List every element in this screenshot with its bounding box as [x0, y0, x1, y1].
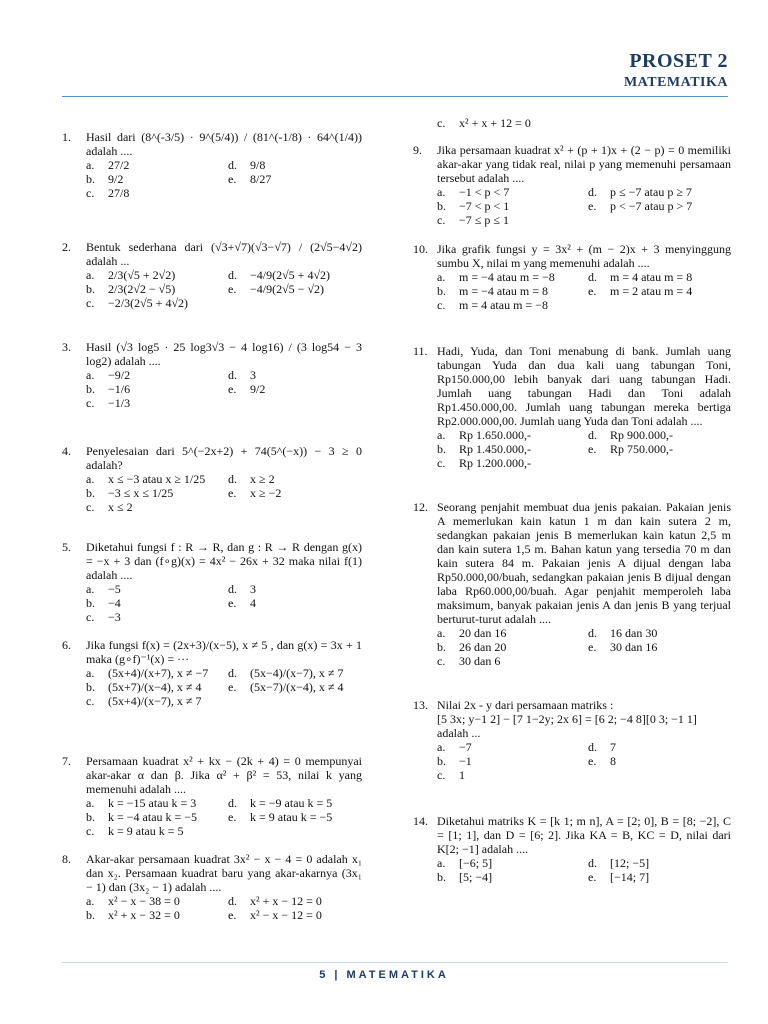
option-letter: c. [437, 298, 446, 312]
option-letter: b. [437, 442, 446, 456]
question-8 [62, 852, 362, 922]
option-a [437, 856, 580, 870]
page-header [624, 50, 728, 91]
option-letter: d. [228, 666, 237, 680]
option-letter: d. [228, 472, 237, 486]
option-a [437, 740, 580, 754]
option-c [437, 768, 580, 782]
option-letter: e. [228, 382, 237, 396]
option-letter: e. [588, 284, 597, 298]
answer-options [437, 185, 731, 227]
option-a [437, 428, 580, 442]
question-number: 8. [62, 852, 71, 866]
option-value: m = −4 atau m = −8 [459, 270, 555, 284]
option-value: 9/2 [108, 172, 124, 186]
option-value: x ≥ 2 [250, 472, 275, 486]
question-number: 3. [62, 340, 71, 354]
option-letter: e. [228, 908, 237, 922]
option-c [86, 610, 220, 624]
option-value: Rp 900.000,- [610, 428, 673, 442]
footer-divider [62, 962, 728, 963]
option-letter: a. [437, 626, 446, 640]
option-value: 20 dan 16 [459, 626, 507, 640]
option-b [86, 596, 220, 610]
option-value: −7 < p < 1 [459, 199, 510, 213]
option-a [437, 626, 580, 640]
option-letter: a. [437, 185, 446, 199]
question-number: 13. [413, 698, 428, 712]
option-value: −3 [108, 610, 121, 624]
question-number: 7. [62, 754, 71, 768]
option-letter: c. [437, 213, 446, 227]
option-e [228, 282, 362, 296]
option-e [588, 754, 731, 768]
option-letter: b. [437, 284, 446, 298]
answer-options [86, 158, 362, 200]
option-value: 26 dan 20 [459, 640, 507, 654]
option-b [437, 199, 580, 213]
option-a [86, 368, 220, 382]
question-11 [413, 344, 731, 470]
option-d [588, 270, 731, 284]
option-letter: d. [228, 158, 237, 172]
question-number: 6. [62, 638, 71, 652]
option-c [437, 298, 580, 312]
option-c [86, 186, 220, 200]
option-value: x ≥ −2 [250, 486, 282, 500]
option-letter: c. [437, 116, 446, 130]
option-value: −4/9(2√5 − √2) [250, 282, 325, 296]
option-b [86, 382, 220, 396]
option-value: −1/6 [108, 382, 131, 396]
question-text: Bentuk sederhana dari (√3+√7)(√3−√7) / (2√5−4√2) adalah ... [86, 240, 362, 268]
answer-options [86, 894, 362, 922]
question-text: Akar-akar persamaan kuadrat 3x² − x − 4 = 0 adalah x₁ dan x₂. Persamaan kuadrat baru yang akar-akarnya (3x₁ − 1) dan (3x₂ − 1) adalah .... [86, 852, 362, 894]
question-number: 2. [62, 240, 71, 254]
option-c [86, 396, 220, 410]
option-letter: c. [437, 654, 446, 668]
option-letter: a. [86, 158, 95, 172]
option-value: m = 2 atau m = 4 [610, 284, 693, 298]
option-d [588, 856, 731, 870]
option-b [437, 640, 580, 654]
option-letter: e. [588, 640, 597, 654]
option-value: x ≤ 2 [108, 500, 133, 514]
answer-options [437, 116, 731, 130]
option-value: −2/3(2√5 + 4√2) [108, 296, 189, 310]
option-d [228, 582, 362, 596]
option-d [588, 428, 731, 442]
option-value: 8/27 [250, 172, 272, 186]
option-value: −4 [108, 596, 121, 610]
option-letter: e. [588, 870, 597, 884]
option-a [437, 270, 580, 284]
option-value: [5; −4] [459, 870, 493, 884]
option-b [437, 870, 580, 884]
option-d [228, 472, 362, 486]
option-value: 30 dan 6 [459, 654, 501, 668]
option-letter: b. [437, 640, 446, 654]
option-value: k = −9 atau k = 5 [250, 796, 333, 810]
option-value: 3 [250, 368, 256, 382]
option-d [228, 796, 362, 810]
option-value: −4/9(2√5 + 4√2) [250, 268, 331, 282]
question-text: Jika fungsi f(x) = (2x+3)/(x−5), x ≠ 5 , dan g(x) = 3x + 1 maka (g∘f)⁻¹(x) = ··· [86, 638, 362, 666]
option-letter: e. [588, 199, 597, 213]
question-text: Hadi, Yuda, dan Toni menabung di bank. Jumlah uang tabungan Yuda dan dua kali uang tabungan Toni, Rp150.000,00 lebih banyak dari uang tabungan Hadi. Jumlah uang tabungan Hadi dan Toni adalah Rp1.450.000,00. Jumlah uang tabungan mereka bertiga Rp2.000.000,00. Jumlah uang Yuda dan Toni adalah .... [437, 344, 731, 428]
option-letter: e. [588, 442, 597, 456]
option-e [588, 284, 731, 298]
header-divider [62, 96, 728, 97]
matrix-equation: [5 3x; y−1 2] − [7 1−2y; 2x 6] = [6 2; −4 8][0 3; −1 1] [437, 712, 697, 726]
option-value: k = 9 atau k = −5 [250, 810, 333, 824]
option-value: 27/8 [108, 186, 130, 200]
option-letter: c. [86, 694, 95, 708]
option-letter: e. [228, 172, 237, 186]
option-value: 9/8 [250, 158, 266, 172]
question-text: Persamaan kuadrat x² + kx − (2k + 4) = 0 mempunyai akar-akar α dan β. Jika α² + β² = 53, nilai k yang memenuhi adalah .... [86, 754, 362, 796]
option-value: [12; −5] [610, 856, 650, 870]
option-b [437, 284, 580, 298]
option-value: Rp 1.200.000,- [459, 456, 531, 470]
answer-options [437, 626, 731, 668]
option-letter: b. [86, 680, 95, 694]
option-letter: b. [86, 810, 95, 824]
option-letter: b. [437, 199, 446, 213]
question-text-continued: adalah ... [437, 726, 481, 740]
option-e [228, 908, 362, 922]
option-c [86, 500, 220, 514]
option-letter: d. [588, 185, 597, 199]
option-value: −7 ≤ p ≤ 1 [459, 213, 509, 227]
option-value: 16 dan 30 [610, 626, 658, 640]
option-letter: e. [228, 810, 237, 824]
option-value: 4 [250, 596, 256, 610]
option-letter: d. [588, 428, 597, 442]
option-a [86, 472, 220, 486]
option-value: 1 [459, 768, 465, 782]
option-e [228, 486, 362, 500]
option-value: −1 [459, 754, 472, 768]
option-a [437, 185, 580, 199]
option-letter: d. [228, 582, 237, 596]
question-number: 1. [62, 130, 71, 144]
option-letter: b. [86, 382, 95, 396]
option-value: 9/2 [250, 382, 266, 396]
option-b [86, 282, 220, 296]
option-b [437, 754, 580, 768]
option-value: −9/2 [108, 368, 131, 382]
question-12 [413, 500, 731, 668]
question-text: Jika grafik fungsi y = 3x² + (m − 2)x + 3 menyinggung sumbu X, nilai m yang memenuhi adalah .... [437, 242, 731, 270]
option-value: [−6; 5] [459, 856, 493, 870]
question-13 [413, 698, 731, 782]
option-letter: b. [437, 754, 446, 768]
option-b [86, 486, 220, 500]
question-10 [413, 242, 731, 312]
option-letter: e. [228, 680, 237, 694]
option-a [86, 268, 220, 282]
answer-options [86, 472, 362, 514]
option-value: x² + x + 12 = 0 [459, 116, 531, 130]
option-letter: a. [437, 856, 446, 870]
option-letter: a. [86, 268, 95, 282]
option-letter: b. [86, 172, 95, 186]
option-letter: d. [228, 894, 237, 908]
option-letter: a. [86, 368, 95, 382]
option-c [86, 824, 220, 838]
option-c [86, 296, 220, 310]
option-letter: a. [437, 428, 446, 442]
option-value: Rp 1.650.000,- [459, 428, 531, 442]
option-letter: a. [86, 582, 95, 596]
question-14 [413, 814, 731, 884]
option-d [228, 666, 362, 680]
answer-options [86, 582, 362, 624]
option-b [86, 810, 220, 824]
header-title: PROSET 2 [629, 50, 728, 72]
option-value: −1/3 [108, 396, 131, 410]
option-letter: c. [86, 500, 95, 514]
option-b [437, 442, 580, 456]
option-value: −5 [108, 582, 121, 596]
answer-options [437, 428, 731, 470]
question-number: 12. [413, 500, 428, 514]
option-value: k = 9 atau k = 5 [108, 824, 184, 838]
option-value: 7 [610, 740, 616, 754]
option-value: x² + x − 12 = 0 [250, 894, 322, 908]
option-value: x² − x − 38 = 0 [108, 894, 180, 908]
option-value: k = −4 atau k = −5 [108, 810, 198, 824]
option-letter: c. [437, 456, 446, 470]
option-letter: c. [86, 296, 95, 310]
answer-options [86, 666, 362, 708]
option-d [588, 740, 731, 754]
answer-options [86, 796, 362, 838]
option-letter: a. [437, 740, 446, 754]
option-letter: a. [437, 270, 446, 284]
option-value: 2/3(√5 + 2√2) [108, 268, 176, 282]
option-value: 30 dan 16 [610, 640, 658, 654]
option-d [228, 368, 362, 382]
option-d [228, 158, 362, 172]
option-letter: d. [588, 270, 597, 284]
option-letter: b. [437, 870, 446, 884]
option-e [228, 680, 362, 694]
option-value: p ≤ −7 atau p ≥ 7 [610, 185, 692, 199]
answer-options [437, 740, 731, 782]
option-letter: d. [588, 626, 597, 640]
header-subtitle: MATEMATIKA [623, 75, 728, 90]
option-b [86, 680, 220, 694]
option-letter: e. [228, 282, 237, 296]
question-number: 14. [413, 814, 428, 828]
option-a [86, 582, 220, 596]
question-number: 11. [413, 344, 428, 358]
answer-options [437, 856, 731, 884]
question-number: 10. [413, 242, 428, 256]
option-e [228, 172, 362, 186]
option-e [228, 382, 362, 396]
question-4 [62, 444, 362, 514]
option-value: m = 4 atau m = −8 [459, 298, 548, 312]
question-7 [62, 754, 362, 838]
option-value: k = −15 atau k = 3 [108, 796, 197, 810]
question-3 [62, 340, 362, 410]
option-c [437, 116, 580, 130]
option-a [86, 796, 220, 810]
option-value: 8 [610, 754, 616, 768]
option-letter: b. [86, 908, 95, 922]
option-d [588, 185, 731, 199]
answer-options [437, 270, 731, 312]
question-number: 9. [413, 143, 422, 157]
option-value: −7 [459, 740, 472, 754]
option-letter: a. [86, 796, 95, 810]
question-number: 5. [62, 540, 71, 554]
option-value: (5x−7)/(x−4), x ≠ 4 [250, 680, 344, 694]
option-letter: d. [228, 796, 237, 810]
option-value: [−14; 7] [610, 870, 650, 884]
option-value: Rp 750.000,- [610, 442, 673, 456]
option-letter: b. [86, 282, 95, 296]
option-value: x² − x − 12 = 0 [250, 908, 322, 922]
option-value: x² + x − 32 = 0 [108, 908, 180, 922]
option-e [588, 870, 731, 884]
question-text: Nilai 2x - y dari persamaan matriks : [437, 698, 614, 712]
option-value: (5x+7)/(x−4), x ≠ 4 [108, 680, 202, 694]
question-number: 4. [62, 444, 71, 458]
option-value: Rp 1.450.000,- [459, 442, 531, 456]
question-text: Seorang penjahit membuat dua jenis pakaian. Pakaian jenis A memerlukan kain katun 1 m dan kain sutera 2 m, sedangkan pakaian jenis B memerlukan kain katun 2,5 m dan kain sutera 1,5 m. Bahan katun yang tersedia 70 m dan kain sutera 84 m. Pakaian jenis A dijual dengan laba Rp50.000,00/buah, sedangkan pakaian jenis B dijual dengan laba Rp60.000,00/buah. Agar penjahit memperoleh laba maksimum, banyak pakaian jenis A dan jenis B yang terjual berturut-turut adalah .... [437, 500, 731, 626]
option-a [86, 894, 220, 908]
option-d [588, 626, 731, 640]
option-letter: d. [228, 368, 237, 382]
page-footer: 5 | MATEMATIKA [319, 969, 449, 981]
option-value: (5x−4)/(x−7), x ≠ 7 [250, 666, 344, 680]
option-e [228, 810, 362, 824]
question-6 [62, 638, 362, 708]
option-c [437, 654, 580, 668]
option-letter: e. [228, 596, 237, 610]
option-letter: a. [86, 666, 95, 680]
option-b [86, 908, 220, 922]
option-letter: c. [86, 186, 95, 200]
option-value: m = 4 atau m = 8 [610, 270, 693, 284]
option-c [86, 694, 220, 708]
option-a [86, 666, 220, 680]
option-letter: e. [588, 754, 597, 768]
question-2 [62, 240, 362, 310]
option-e [588, 199, 731, 213]
question-text: Jika persamaan kuadrat x² + (p + 1)x + (2 − p) = 0 memiliki akar-akar yang tidak real, nilai p yang memenuhi persamaan tersebut adalah .... [437, 143, 731, 185]
question-cont [413, 116, 731, 130]
option-value: m = −4 atau m = 8 [459, 284, 548, 298]
question-1 [62, 130, 362, 200]
option-value: 27/2 [108, 158, 130, 172]
question-text: Penyelesaian dari 5^(−2x+2) + 74(5^(−x)) − 3 ≥ 0 adalah? [86, 444, 362, 472]
option-value: 3 [250, 582, 256, 596]
option-letter: a. [86, 894, 95, 908]
option-value: x ≤ −3 atau x ≥ 1/25 [108, 472, 206, 486]
option-letter: b. [86, 596, 95, 610]
option-value: −1 < p < 7 [459, 185, 510, 199]
option-d [228, 894, 362, 908]
question-text: Diketahui fungsi f : R → R, dan g : R → R dengan g(x) = −x + 3 dan (f∘g)(x) = 4x² − 26x + 32 maka nilai f(1) adalah .... [86, 540, 362, 582]
option-e [588, 442, 731, 456]
option-letter: e. [228, 486, 237, 500]
option-c [437, 456, 580, 470]
option-letter: c. [437, 768, 446, 782]
option-a [86, 158, 220, 172]
option-value: p < −7 atau p > 7 [610, 199, 693, 213]
option-letter: d. [588, 740, 597, 754]
option-b [86, 172, 220, 186]
option-value: −3 ≤ x ≤ 1/25 [108, 486, 174, 500]
question-5 [62, 540, 362, 624]
option-e [588, 640, 731, 654]
option-letter: a. [86, 472, 95, 486]
option-d [228, 268, 362, 282]
question-text: Hasil (√3 log5 · 25 log3√3 − 4 log16) / (3 log54 − 3 log2) adalah .... [86, 340, 362, 368]
option-letter: d. [228, 268, 237, 282]
answer-options [86, 268, 362, 310]
question-text: Diketahui matriks K = [k 1; m n], A = [2; 0], B = [8; −2], C = [1; 1], dan D = [6; 2]. Jika KA = B, KC = D, nilai dari K[2; −1] adalah .... [437, 814, 731, 856]
option-letter: b. [86, 486, 95, 500]
option-letter: d. [588, 856, 597, 870]
option-letter: c. [86, 610, 95, 624]
option-value: (5x+4)/(x−7), x ≠ 7 [108, 694, 202, 708]
answer-options [86, 368, 362, 410]
option-e [228, 596, 362, 610]
question-text: Hasil dari (8^(-3/5) · 9^(5/4)) / (81^(-1/8) · 64^(1/4)) adalah .... [86, 130, 362, 158]
question-9 [413, 143, 731, 227]
option-letter: c. [86, 396, 95, 410]
option-c [437, 213, 580, 227]
option-value: (5x+4)/(x+7), x ≠ −7 [108, 666, 209, 680]
option-letter: c. [86, 824, 95, 838]
option-value: 2/3(2√2 − √5) [108, 282, 176, 296]
